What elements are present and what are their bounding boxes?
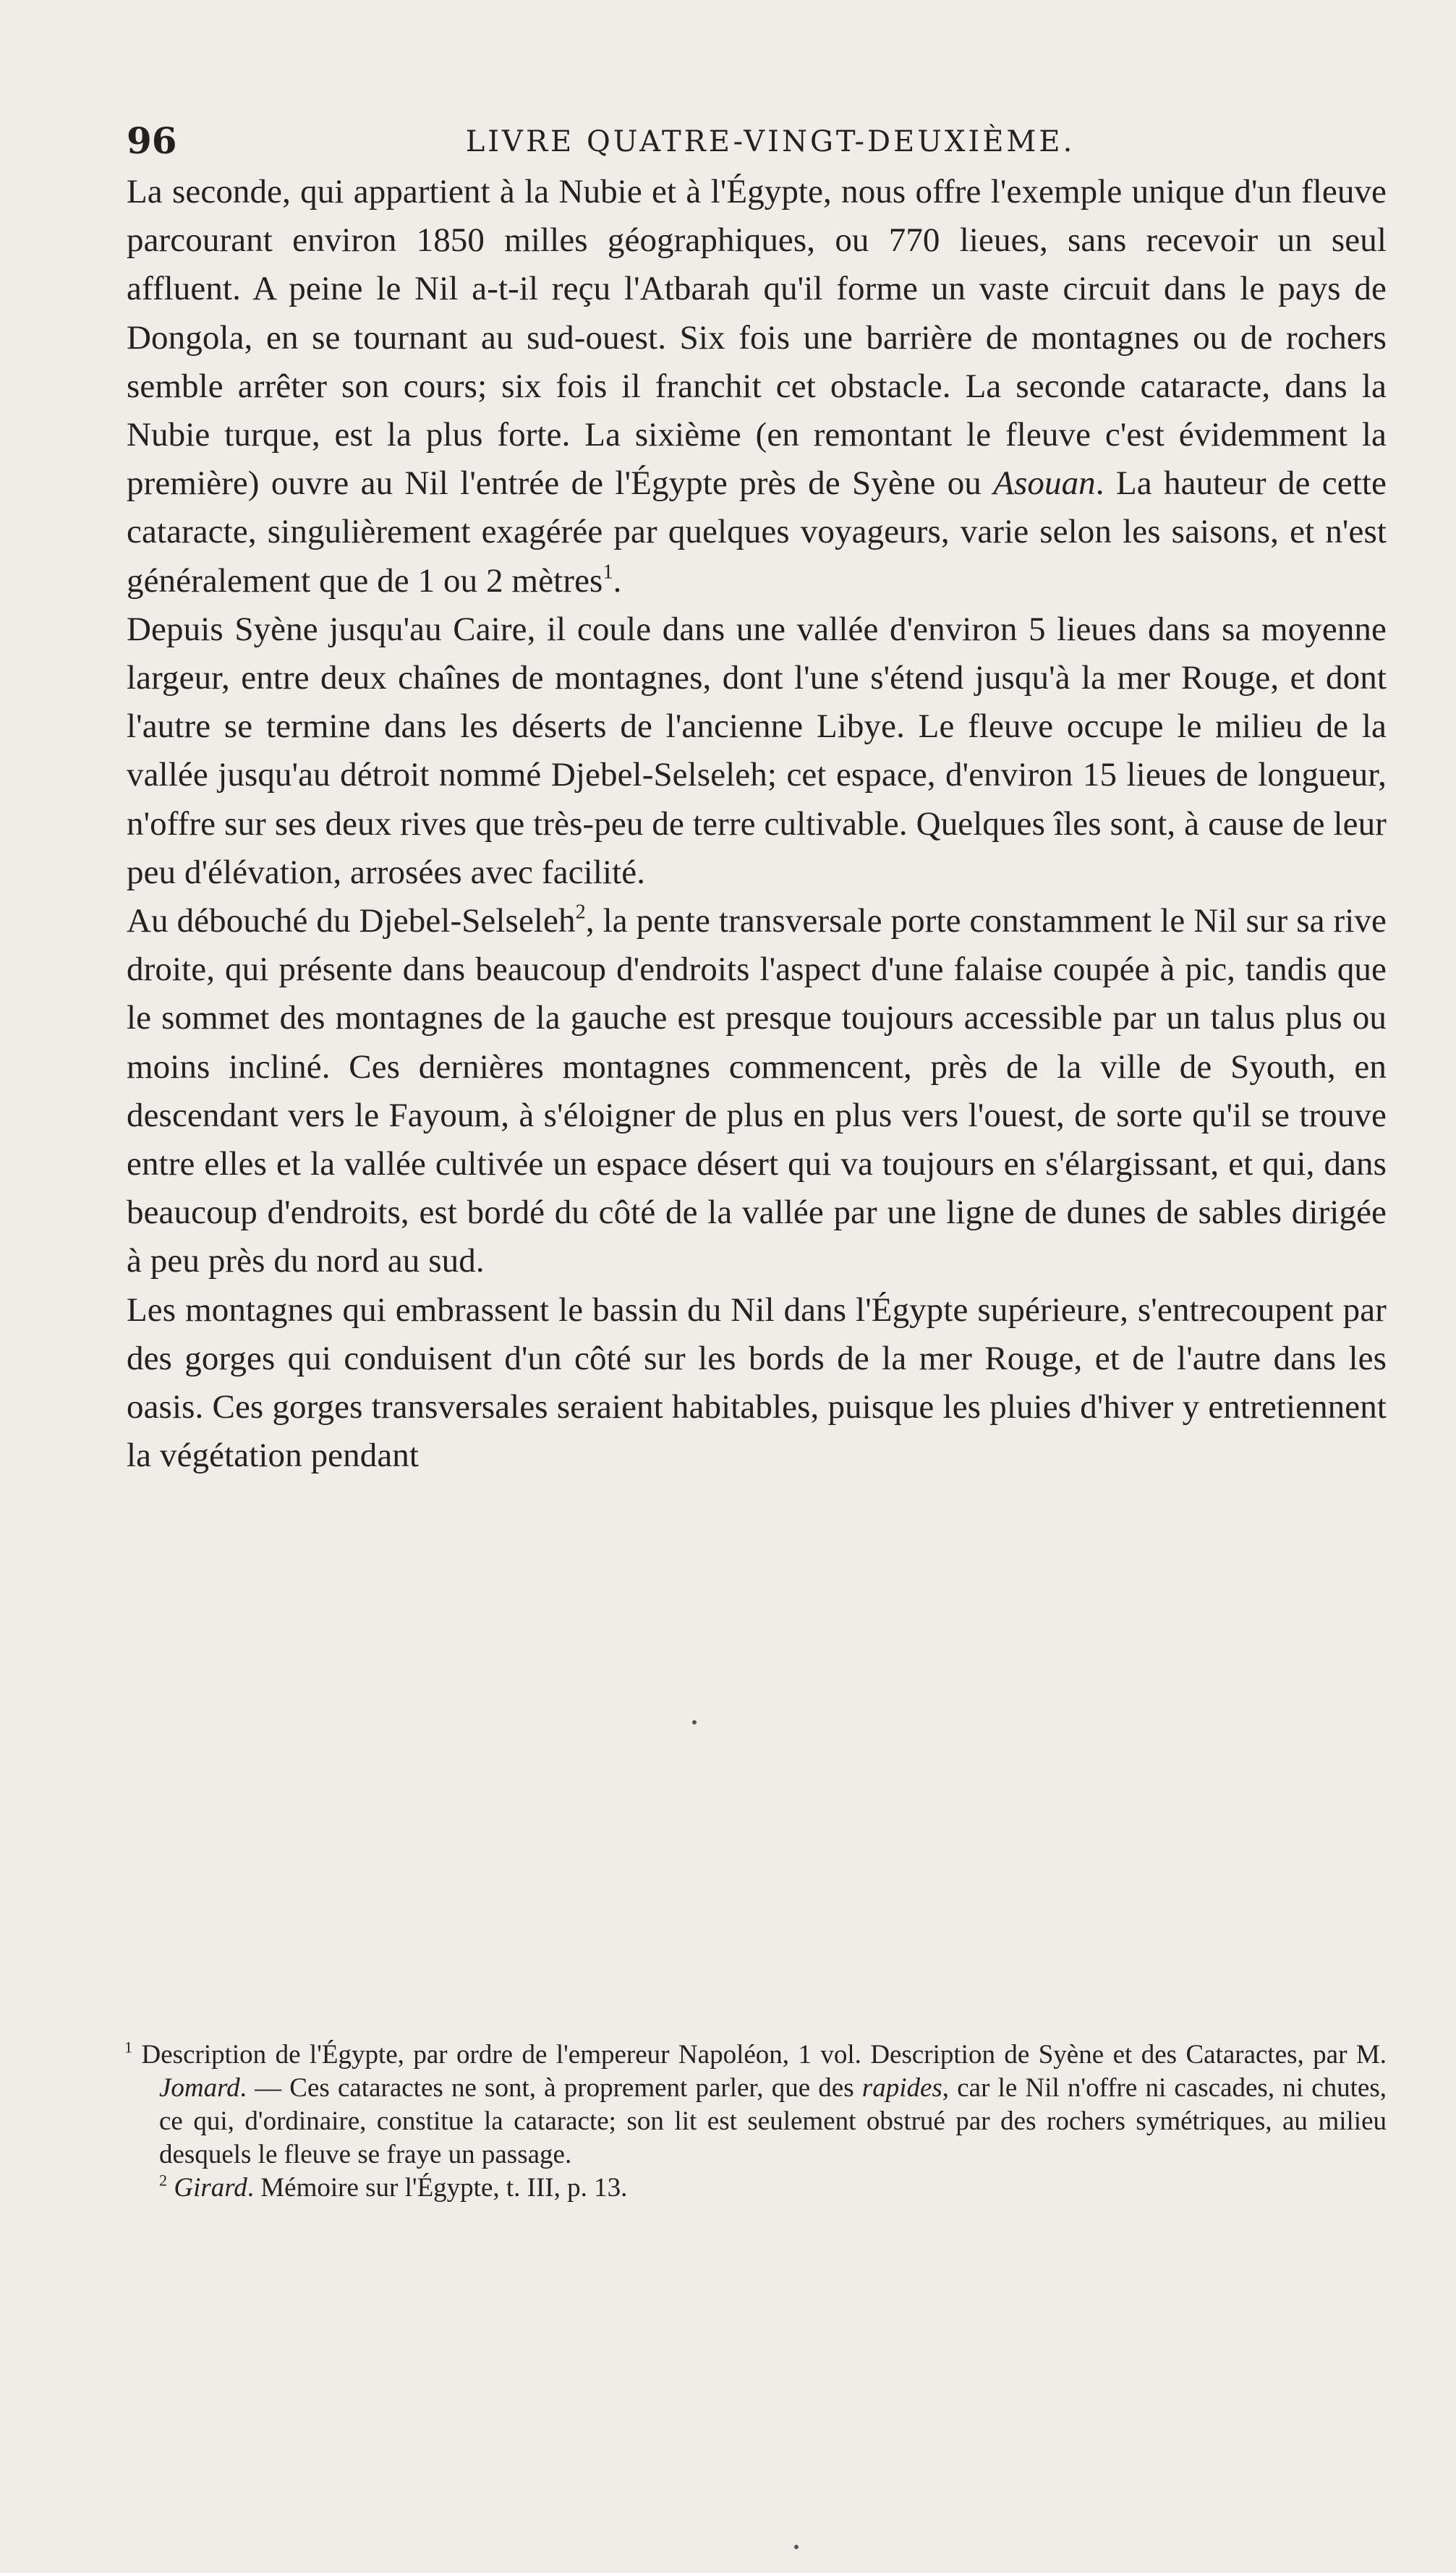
paragraph: La seconde, qui appartient à la Nubie et à l'Égypte, nous offre l'exemple unique d'un fleuve parcourant environ 1850 milles géographiques, ou 770 lieues, sans recevoir un seul affluent. A peine le Nil a-t-il reçu l'Atbarah qu'il forme un vaste circuit dans le pays de Dongola, en se tournant au sud-ouest. Six fois une barrière de montagnes ou de rochers semble arrêter son cours; six fois il franchit cet obstacle. La seconde cataracte, dans la Nubie turque, est la plus forte. La sixième (en remontant le fleuve c'est évidemment la première) ouvre au Nil l'entrée de l'Égypte près de Syène ou Asouan. La hauteur de cette cataracte, singulièrement exagérée par quelques voyageurs, varie selon les saisons, et n'est généralement que de 1 ou 2 mètres$^1$. <box>127 173 1387 600</box>
footnote: $^1$ Description de l'Égypte, par ordre de l'empereur Napoléon, 1 vol. Description de Syène et des Cataractes, par M. Jomard. — Ces cataractes ne sont, à proprement parler, que des rapides, car le Nil n'offre ni cascades, ni chutes, ce qui, d'ordinaire, constitue la cataracte; son lit est seulement obstrué par des rochers symétriques, au milieu desquels le fleuve se fraye un passage. <box>124 2038 1387 2169</box>
italic-term: rapides <box>861 2073 942 2103</box>
page-header <box>127 119 1385 170</box>
footnote: $^2$ Girard. Mémoire sur l'Égypte, t. III, p. 13. <box>159 2171 628 2203</box>
paragraph: Au débouché du Djebel-Selseleh$^2$, la pente transversale porte constamment le Nil sur sa rive droite, qui présente dans beaucoup d'endroits l'aspect d'une falaise coupée à pic, tandis que le sommet des montagnes de la gauche est presque toujours accessible par un talus plus ou moins incliné. Ces dernières montagnes commencent, près de la ville de Syouth, en descendant vers le Fayoum, à s'éloigner de plus en plus vers l'ouest, de sorte qu'il se trouve entre elles et la vallée cultivée un espace désert qui va toujours en s'élargissant, et qui, dans beaucoup d'endroits, est bordé du côté de la vallée par une ligne de dunes de sables dirigée à peu près du nord au sud. <box>127 901 1387 1280</box>
main-text <box>127 168 1387 1480</box>
place-name: Asouan <box>993 464 1096 503</box>
page-number: 96 <box>127 119 177 162</box>
footnote-mark: 1 <box>124 2038 133 2057</box>
author-name: Jomard <box>159 2073 240 2103</box>
paper-speck <box>692 1720 697 1724</box>
footnote-mark: 2 <box>159 2171 168 2190</box>
footnotes <box>124 2038 1387 2205</box>
author-name: Girard <box>174 2173 247 2203</box>
paragraph: Depuis Syène jusqu'au Caire, il coule dans une vallée d'environ 5 lieues dans sa moyenne largeur, entre deux chaînes de montagnes, dont l'une s'étend jusqu'à la mer Rouge, et dont l'autre se termine dans les déserts de l'ancienne Libye. Le fleuve occupe le milieu de la vallée jusqu'au détroit nommé Djebel-Selseleh; cet espace, d'environ 15 lieues de longueur, n'offre sur ses deux rives que très-peu de terre cultivable. Quelques îles sont, à cause de leur peu d'élévation, arrosées avec facilité. <box>127 610 1387 891</box>
footnote-ref[interactable]: 2 <box>575 901 586 924</box>
paper-speck <box>794 2545 799 2549</box>
running-title: LIVRE QUATRE-VINGT-DEUXIÈME. <box>465 125 1076 158</box>
paragraph: Les montagnes qui embrassent le bassin du Nil dans l'Égypte supérieure, s'entrecoupent par des gorges qui conduisent d'un côté sur les bords de la mer Rouge, et de l'autre dans les oasis. Ces gorges transversales seraient habitables, puisque les pluies d'hiver y entretiennent la végétation pendant <box>127 1290 1387 1475</box>
footnote-ref[interactable]: 1 <box>603 561 613 584</box>
